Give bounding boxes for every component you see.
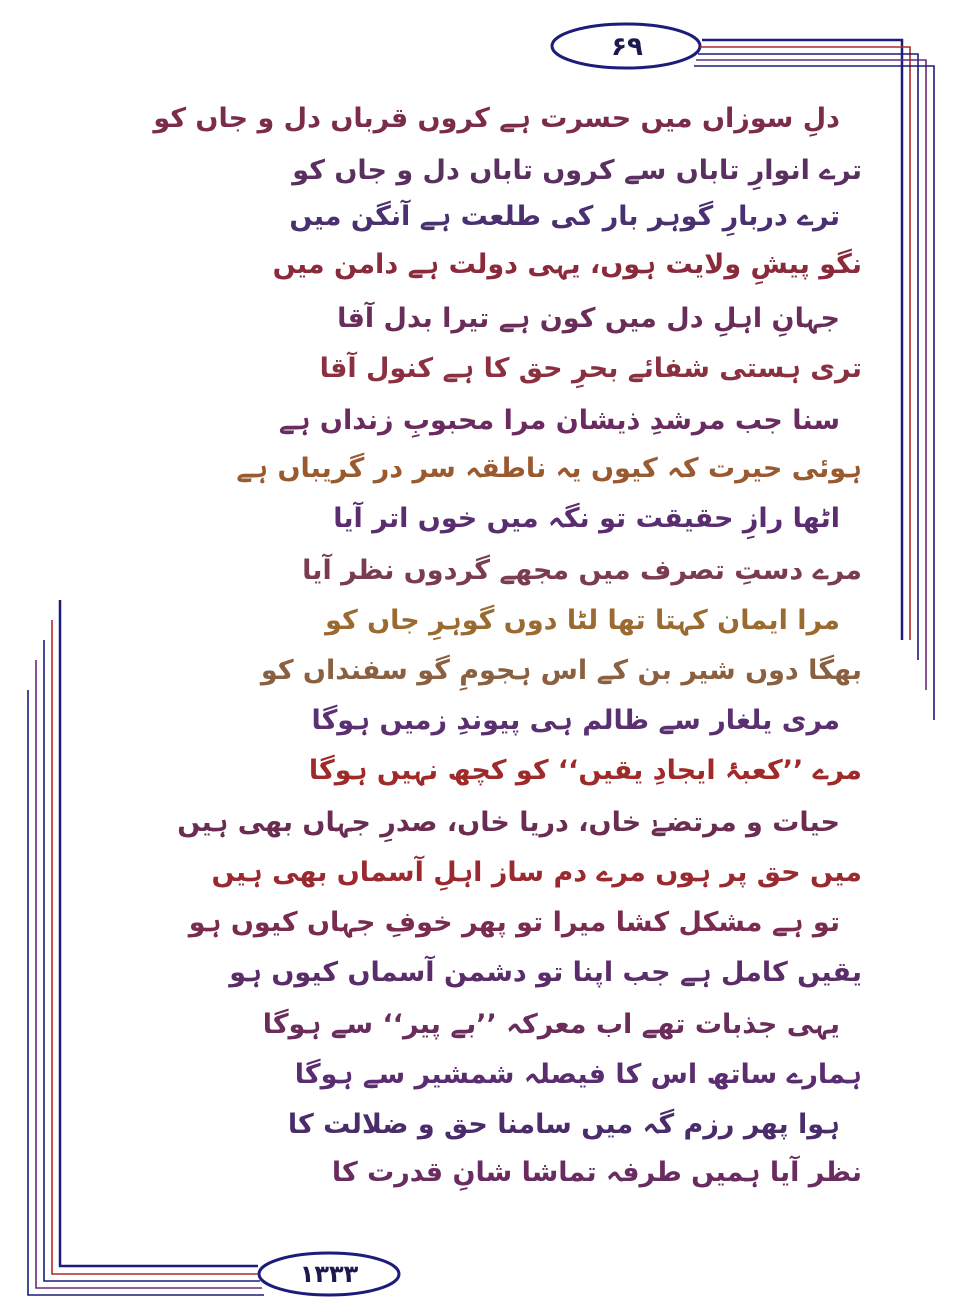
verse-line: ترے دربارِ گوہر بار کی طلعت ہے آنگن میں [289,201,840,232]
verse-line: اٹھا رازِ حقیقت تو نگہ میں خوں اتر آیا [333,503,840,534]
verse-line: تو ہے مشکل کشا میرا تو پھر خوفِ جہاں کیوں ہو [188,907,840,938]
verse-line: نظر آیا ہمیں طرفہ تماشا شانِ قدرت کا [331,1157,862,1188]
verse-line: حیات و مرتضےٰ خاں، دریا خاں، صدرِ جہاں بھی ہیں [177,807,840,838]
verse-line: مرا ایمان کہتا تھا لٹا دوں گوہرِ جاں کو [325,605,840,636]
verse-line: یہی جذبات تھے اب معرکہ ’’بے پیر‘‘ سے ہوگا [262,1009,840,1040]
bottom-left-frame [28,600,264,1295]
verse-line: سنا جب مرشدِ ذیشان مرا محبوبِ زنداں ہے [278,405,840,436]
verse-line: مرے دستِ تصرف میں مجھے گردوں نظر آیا [302,555,862,586]
verse-line: ہوئی حیرت کہ کیوں یہ ناطقہ سر در گریباں ہے [236,453,862,484]
verse-line: ترے انوارِ تاباں سے کروں تاباں دل و جاں کو [292,155,862,186]
verse-line: دلِ سوزاں میں حسرت ہے کروں قرباں دل و جاں کو [153,103,840,134]
verse-line: ہوا پھر رزم گہ میں سامنا حق و ضلالت کا [287,1109,840,1140]
verse-line: ہمارے ساتھ اس کا فیصلہ شمشیر سے ہوگا [294,1059,862,1090]
verse-line: یقیں کامل ہے جب اپنا تو دشمن آسماں کیوں ہو [229,957,862,988]
verse-line: مری یلغار سے ظالم ہی پیوندِ زمیں ہوگا [311,705,840,736]
verse-line: میں حق پر ہوں مرے دم ساز اہلِ آسماں بھی ہیں [211,857,862,888]
verse-line: نگو پیشِ ولایت ہوں، یہی دولت ہے دامن میں [272,249,862,280]
page-number-bottom: ۱۳۳۳ [299,1260,359,1288]
verse-line: جہانِ اہلِ دل میں کون ہے تیرا بدل آقا [337,303,840,334]
verse-line: تری ہستی شفائے بحرِ حق کا ہے کنول آقا [319,353,862,384]
verse-line: بھگا دوں شیر بن کے اس ہجومِ گو سفنداں کو [260,655,862,686]
verse-line: مرے ’’کعبۂ ایجادِ یقیں‘‘ کو کچھ نہیں ہوگا [308,755,862,786]
page-number-top: ۶۹ [611,32,643,62]
